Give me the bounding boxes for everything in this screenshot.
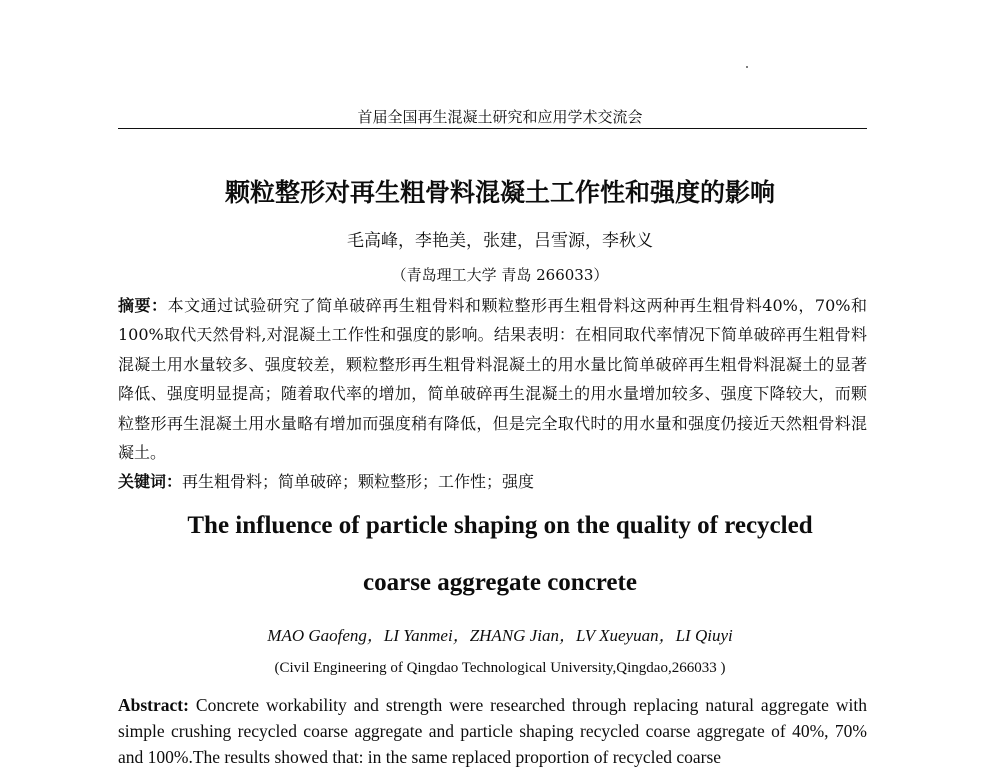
abstract-cn xyxy=(118,291,867,467)
authors-cn: 毛高峰，李艳美，张建，吕雪源，李秋义 xyxy=(347,231,653,251)
conference-header: 首届全国再生混凝土研究和应用学术交流会 xyxy=(357,108,643,126)
affiliation-cn: （青岛理工大学 青岛 266033） xyxy=(391,266,609,284)
keywords-cn xyxy=(118,468,867,496)
abstract-cn-label: 摘要： xyxy=(118,296,168,315)
paper-title-cn: 颗粒整形对再生粗骨料混凝土工作性和强度的影响 xyxy=(224,178,775,207)
paper-title-en-line2: coarse aggregate concrete xyxy=(363,569,637,596)
authors-en: MAO Gaofeng，LI Yanmei，ZHANG Jian，LV Xueyuan，LI Qiuyi xyxy=(267,626,733,645)
abstract-en xyxy=(118,692,867,770)
abstract-en-label: Abstract: xyxy=(118,695,189,715)
affiliation-en: (Civil Engineering of Qingdao Technological University,Qingdao,266033 ) xyxy=(274,660,726,676)
paper-title-en-line1: The influence of particle shaping on the quality of recycled xyxy=(187,512,813,539)
abstract-cn-text: 本文通过试验研究了简单破碎再生粗骨料和颗粒整形再生粗骨料这两种再生粗骨料40%，70%和 100%取代天然骨料,对混凝土工作性和强度的影响。结果表明：在相同取代率情况下简单破碎再生粗骨料混凝土用水量较多、强度较差，颗粒整形再生粗骨料混凝土的用水量比简单破碎再生粗骨料混凝土的显著降低、强度明显提高；随着取代率的增加，简单破碎再生混凝土的用水量增加较多、强度下降较大，而颗粒整形再生混凝土用水量略有增加而强度稍有降低，但是完全取代时的用水量和强度仍接近天然粗骨料混凝土。 xyxy=(118,296,867,463)
keywords-cn-label: 关键词： xyxy=(118,472,183,491)
scan-speck xyxy=(746,66,748,68)
abstract-en-text: Concrete workability and strength were researched through replacing natural aggregate with simple crushing recycled coarse aggregate and particle shaping recycled coarse aggregate of 40%, 70% and 100%.The results showed that: in the same replaced proportion of recycled coarse xyxy=(118,695,867,767)
header-rule xyxy=(118,128,867,129)
keywords-cn-text: 再生粗骨料；简单破碎；颗粒整形；工作性；强度 xyxy=(182,472,535,491)
